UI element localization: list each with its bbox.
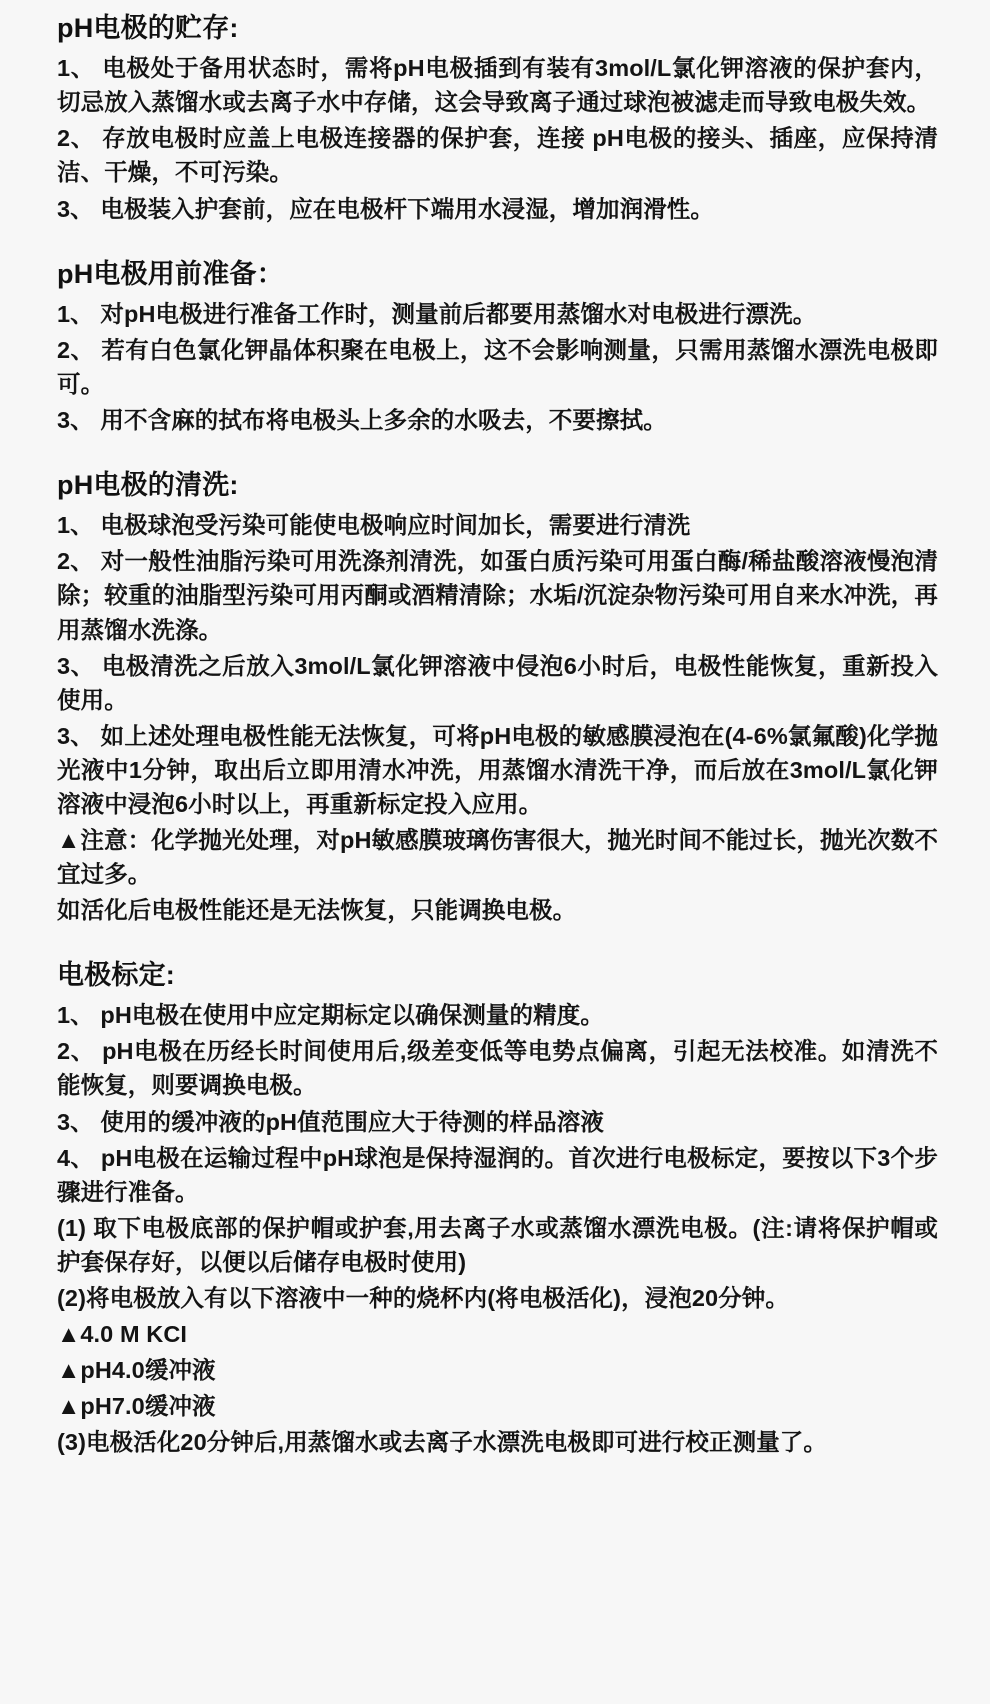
paragraph: 2、 对一般性油脂污染可用洗涤剂清洗，如蛋白质污染可用蛋白酶/稀盐酸溶液慢泡清除；较重的油脂型污染可用丙酮或酒精清除；水垢/沉淀杂物污染可用自来水冲洗，再用蒸馏水洗涤。 xyxy=(57,548,938,643)
bullet-item: ▲pH4.0缓冲液 xyxy=(57,1356,216,1383)
paragraph: 3、 电极清洗之后放入3mol/L氯化钾溶液中侵泡6小时后，电极性能恢复，重新投入使用。 xyxy=(57,652,938,713)
paragraph: 3、 使用的缓冲液的pH值范围应大于待测的样品溶液 xyxy=(57,1108,604,1135)
paragraph: 1、 pH电极在使用中应定期标定以确保测量的精度。 xyxy=(57,1002,604,1029)
paragraph-step: (1) 取下电极底部的保护帽或护套,用去离子水或蒸馏水漂洗电极。(注:请将保护帽或护套保存好，以便以后储存电极时使用) xyxy=(57,1214,938,1275)
paragraph: 1、 对pH电极进行准备工作时，测量前后都要用蒸馏水对电极进行漂洗。 xyxy=(57,300,817,327)
paragraph-step: (2)将电极放入有以下溶液中一种的烧杯内(将电极活化)，浸泡20分钟。 xyxy=(57,1284,790,1311)
paragraph: 2、 若有白色氯化钾晶体积聚在电极上，这不会影响测量，只需用蒸馏水漂洗电极即可。 xyxy=(57,336,938,397)
bullet-item: ▲4.0 M KCI xyxy=(57,1320,188,1347)
paragraph: 1、 电极处于备用状态时，需将pH电极插到有装有3mol/L氯化钾溶液的保护套内，切忌放入蒸馏水或去离子水中存储，这会导致离子通过球泡被滤走而导致电极失效。 xyxy=(57,55,938,116)
paragraph-note: ▲注意：化学抛光处理，对pH敏感膜玻璃伤害很大，抛光时间不能过长，抛光次数不宜过多。 xyxy=(57,826,938,887)
section-title: pH电极的清洗: xyxy=(57,470,239,501)
paragraph: 2、 存放电极时应盖上电极连接器的保护套，连接 pH电极的接头、插座，应保持清洁、干燥，不可污染。 xyxy=(57,125,938,186)
section-title: pH电极用前准备： xyxy=(57,258,284,289)
paragraph: 3、 如上述处理电极性能无法恢复，可将pH电极的敏感膜浸泡在(4-6%氯氟酸)化学抛光液中1分钟，取出后立即用清水冲洗，用蒸馏水清洗干净，而后放在3mol/L氯化钾溶液中浸泡6小时以上，再重新标定投入应用。 xyxy=(57,722,938,817)
paragraph-step: (3)电极活化20分钟后,用蒸馏水或去离子水漂洗电极即可进行校正测量了。 xyxy=(57,1429,827,1456)
paragraph: 2、 pH电极在历经长时间使用后,级差变低等电势点偏离，引起无法校准。如清洗不能恢复，则要调换电极。 xyxy=(57,1038,938,1099)
bullet-item: ▲pH7.0缓冲液 xyxy=(57,1393,216,1419)
section-cleaning xyxy=(57,467,938,927)
paragraph: 3、 电极装入护套前，应在电极杆下端用水浸湿，增加润滑性。 xyxy=(57,195,714,222)
paragraph: 1、 电极球泡受污染可能使电极响应时间加长，需要进行清洗 xyxy=(57,512,691,539)
paragraph: 如活化后电极性能还是无法恢复，只能调换电极。 xyxy=(57,897,577,923)
section-calibration xyxy=(57,957,938,1459)
section-title: pH电极的贮存: xyxy=(57,13,239,43)
paragraph: 4、 pH电极在运输过程中pH球泡是保持湿润的。首次进行电极标定，要按以下3个步骤进行准备。 xyxy=(57,1144,938,1205)
section-title: 电极标定: xyxy=(57,960,175,991)
section-storage xyxy=(57,10,938,226)
section-preparation xyxy=(57,256,938,438)
paragraph: 3、 用不含麻的拭布将电极头上多余的水吸去，不要擦拭。 xyxy=(57,407,667,433)
